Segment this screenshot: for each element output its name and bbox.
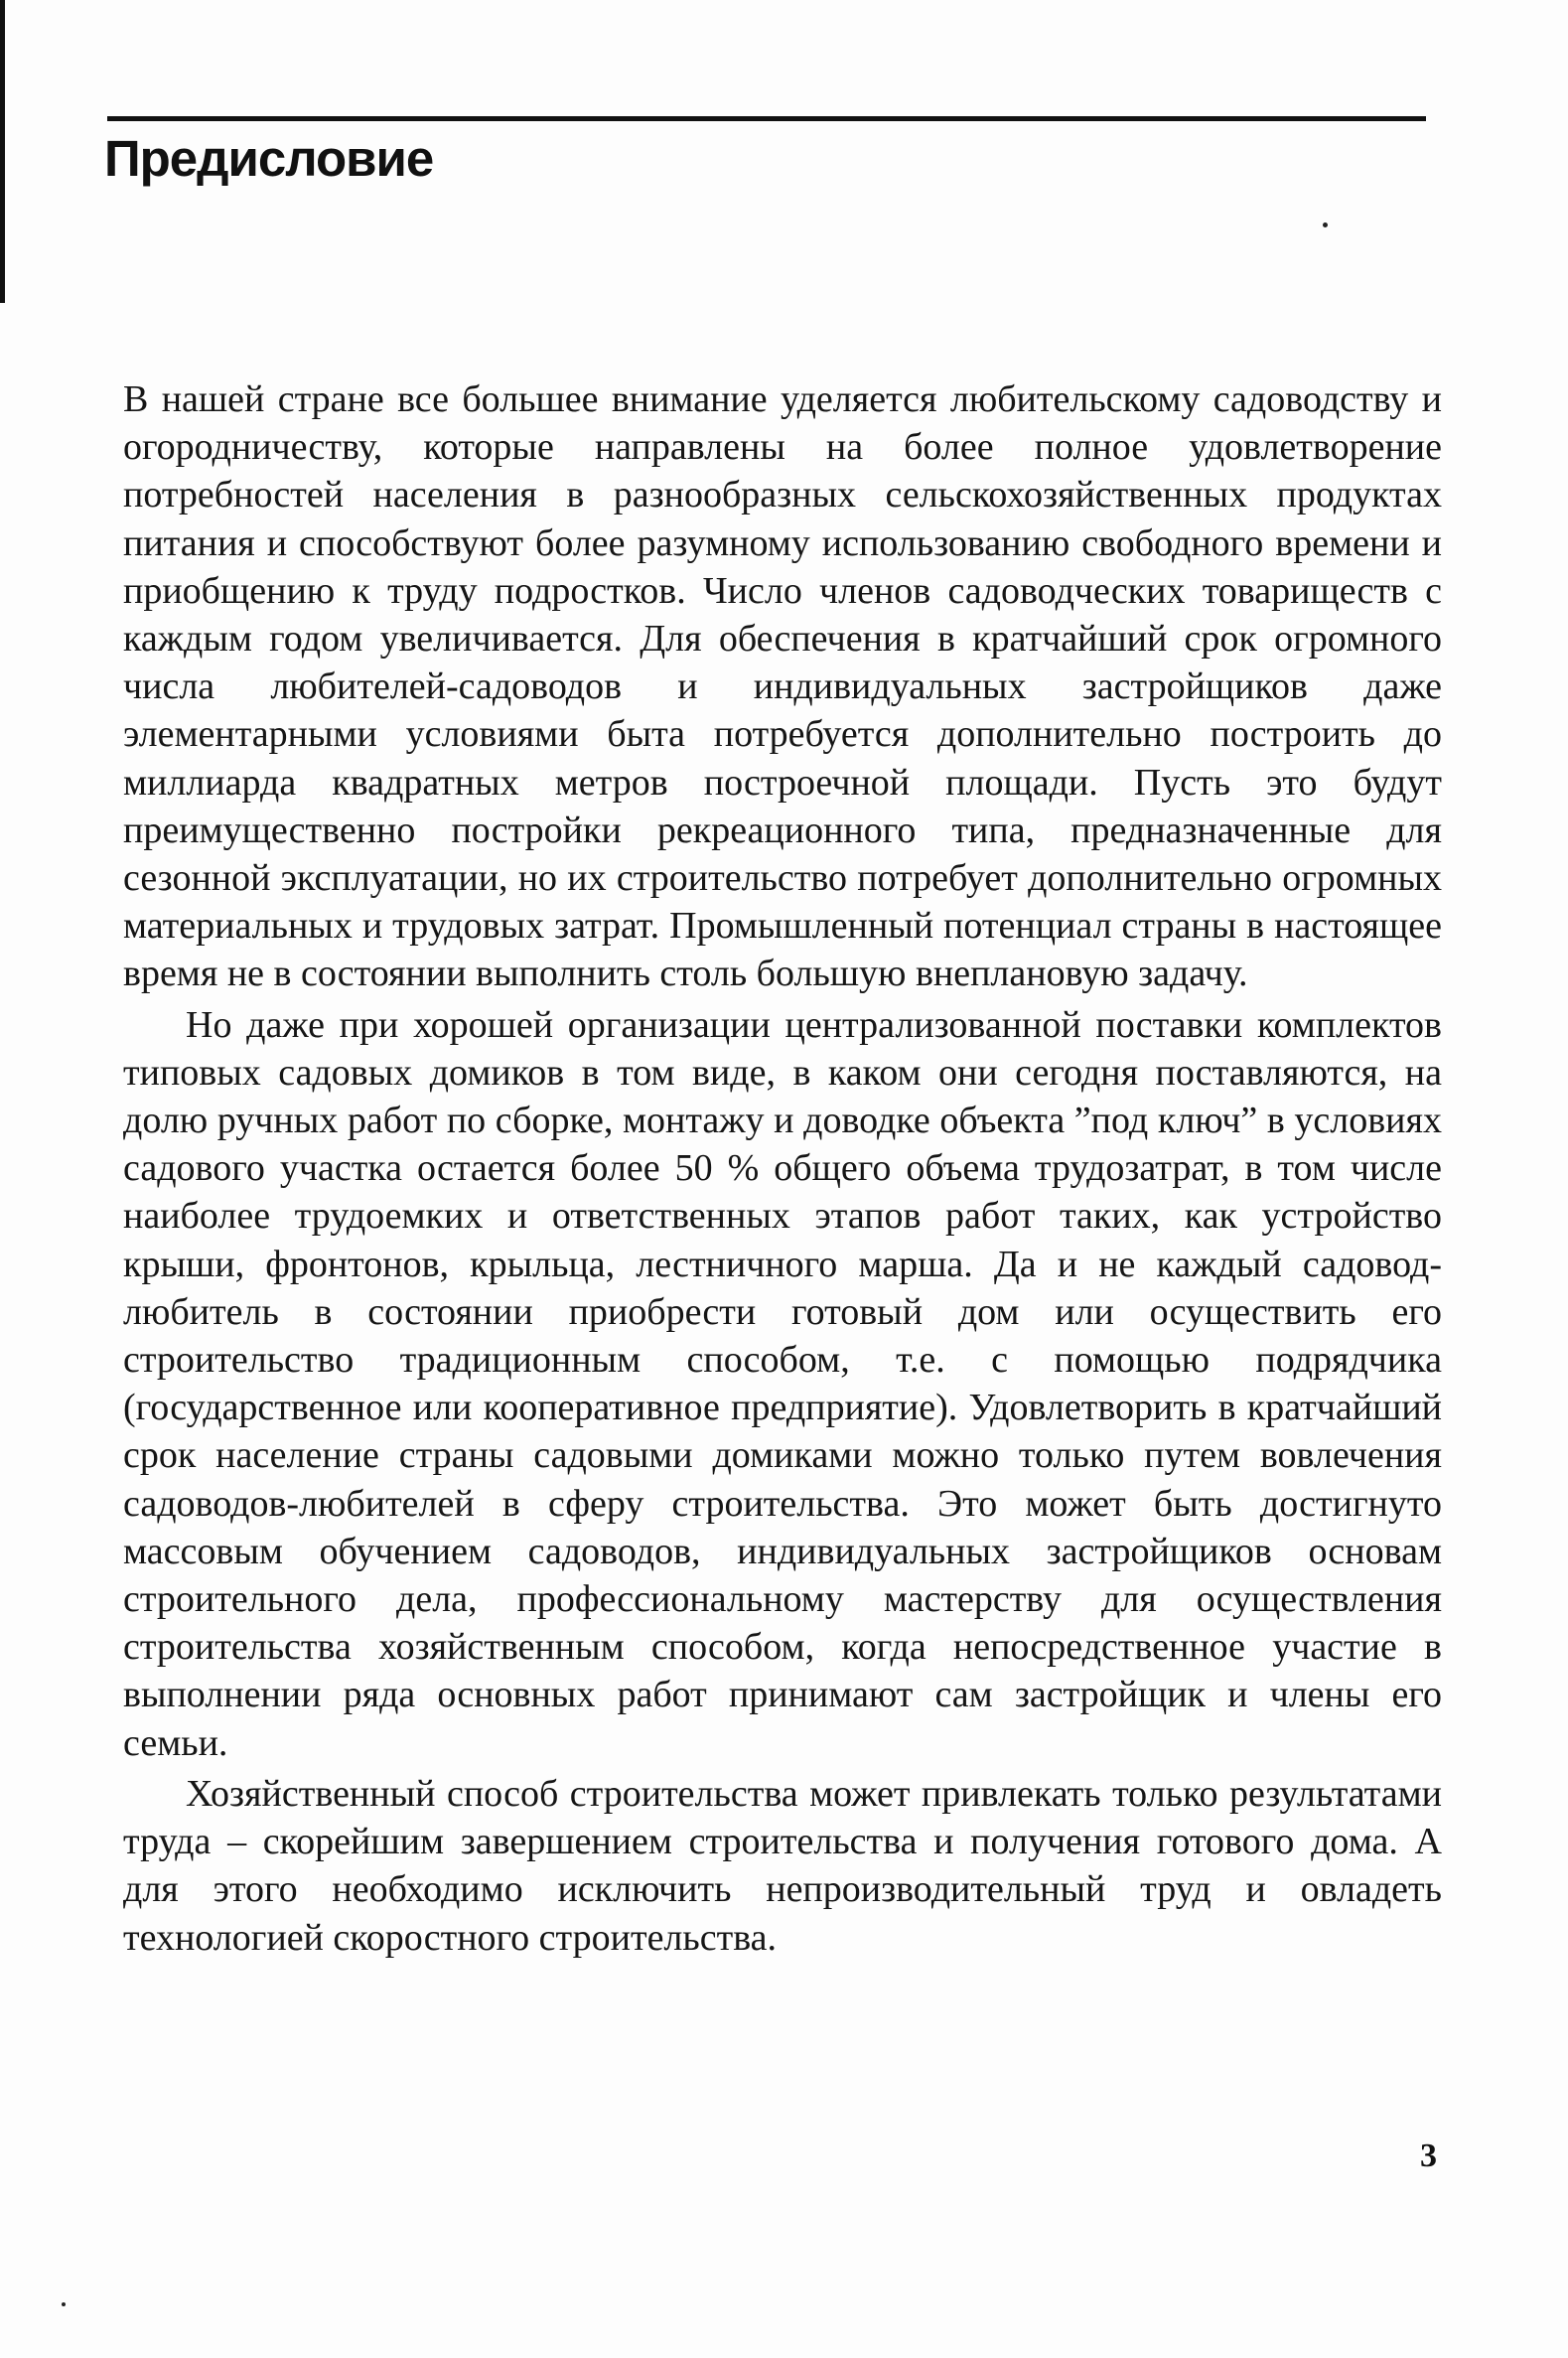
scan-speck <box>62 2302 66 2306</box>
paragraph-1: В нашей стране все большее внимание уделяется любительскому садоводству и огородничеству, которые направлены на более полное удовлетворение потребностей населения в разнообразных сельскохозяйственных продуктах питания и способствуют более разумному использованию свободного времени и приобщению к труду подростков. Число членов садоводческих товариществ с каждым годом увеличивается. Для обеспечения в кратчайший срок огромного числа любителей-садоводов и индивидуальных застройщиков даже элементарными условиями быта потребуется дополнительно построить до миллиарда квадратных метров построечной площади. Пусть это будут преимущественно постройки рекреационного типа, предназначенные для сезонной эксплуатации, но их строительство потребует дополнительно огромных материальных и трудовых затрат. Промышленный потенциал страны в настоящее время не в состоянии выполнить столь большую внеплановую задачу. <box>123 378 1442 995</box>
scan-margin-bar <box>0 0 5 303</box>
paragraph-3: Хозяйственный способ строительства может привлекать только результатами труда – скорейшим завершением строительства и получения готового дома. А для этого необходимо исключить непроизводительный труд и овладеть технологией скоростного строительства. <box>123 1772 1442 1959</box>
page-number: 3 <box>1420 2137 1437 2174</box>
section-heading: Предисловие <box>104 130 434 187</box>
scan-speck <box>1323 222 1328 227</box>
header-rule <box>107 116 1426 121</box>
body-text <box>123 375 1442 1965</box>
paragraph-2: Но даже при хорошей организации централизованной поставки комплектов типовых садовых домиков в том виде, в каком они сегодня поставляются, на долю ручных работ по сборке, монтажу и доводке объекта ”под ключ” в условиях садового участка остается более 50 % общего объема трудозатрат, в том числе наиболее трудоемких и ответственных этапов работ таких, как устройство крыши, фронтонов, крыльца, лестничного марша. Да и не каждый садовод-любитель в состоянии приобрести готовый дом или осуществить его строительство традиционным способом, т.е. с помощью подрядчика (государственное или кооперативное предприятие). Удовлетворить в кратчайший срок население страны садовыми домиками можно только путем вовлечения садоводов-любителей в сферу строительства. Это может быть достигнуто массовым обучением садоводов, индивидуальных застройщиков основам строительного дела, профессиональному мастерству для осуществления строительства хозяйственным способом, когда непосредственное участие в выполнении ряда основных работ принимают сам застройщик и члены его семьи. <box>123 1003 1442 1764</box>
